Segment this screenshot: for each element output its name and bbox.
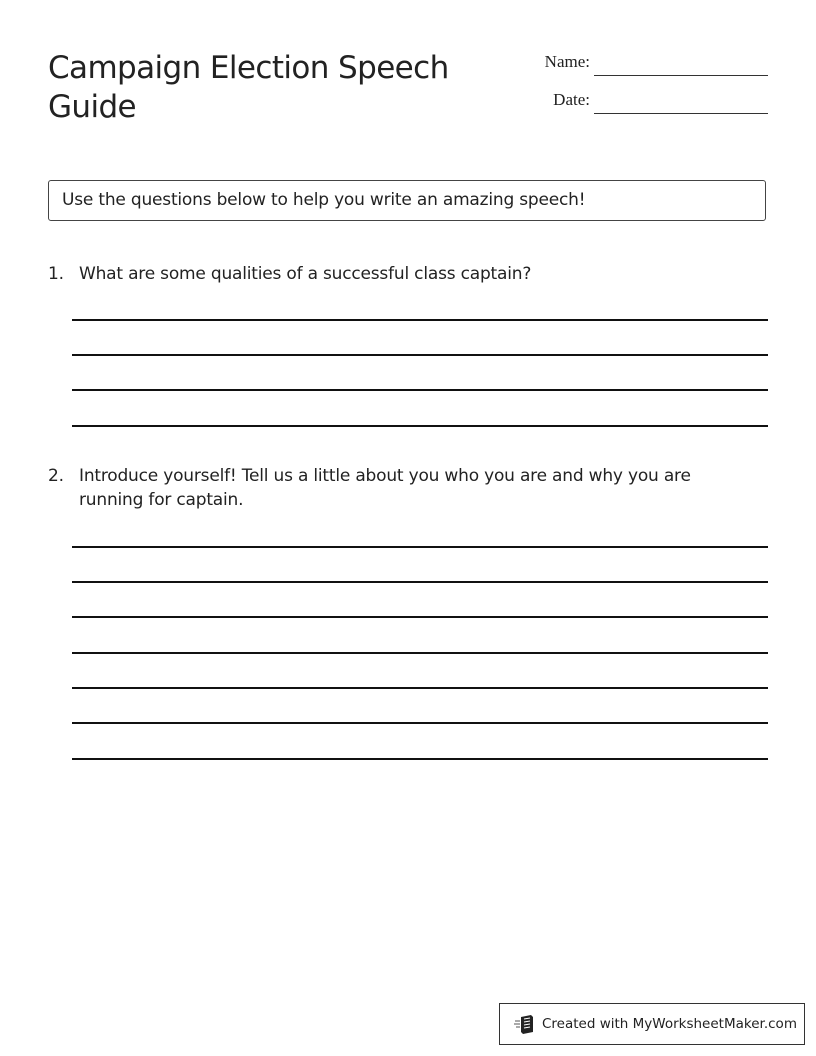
name-input-line[interactable] [594, 75, 768, 76]
answer-line[interactable] [72, 546, 768, 548]
question-number: 1. [48, 264, 64, 284]
name-field[interactable] [520, 52, 770, 76]
credit-text: Created with MyWorksheetMaker.com [542, 1016, 797, 1032]
question-text: Introduce yourself! Tell us a little about you who you are and why you are running for captain. [79, 466, 691, 510]
answer-line[interactable] [72, 616, 768, 618]
answer-line[interactable] [72, 354, 768, 356]
question-number: 2. [48, 466, 64, 486]
answer-line[interactable] [72, 389, 768, 391]
answer-line[interactable] [72, 722, 768, 724]
answer-line[interactable] [72, 652, 768, 654]
answer-line[interactable] [72, 425, 768, 427]
name-label: Name: [544, 52, 590, 71]
question-text: What are some qualities of a successful class captain? [79, 264, 532, 284]
answer-line[interactable] [72, 758, 768, 760]
worksheet-maker-logo-icon [514, 1013, 536, 1035]
answer-line[interactable] [72, 581, 768, 583]
date-input-line[interactable] [594, 113, 768, 114]
footer-credit[interactable] [499, 1003, 805, 1045]
instruction-box: Use the questions below to help you write an amazing speech! [48, 180, 766, 221]
page-title: Campaign Election Speech Guide [48, 50, 449, 125]
answer-line[interactable] [72, 319, 768, 321]
answer-line[interactable] [72, 687, 768, 689]
date-field[interactable] [520, 90, 770, 114]
date-label: Date: [553, 90, 590, 109]
